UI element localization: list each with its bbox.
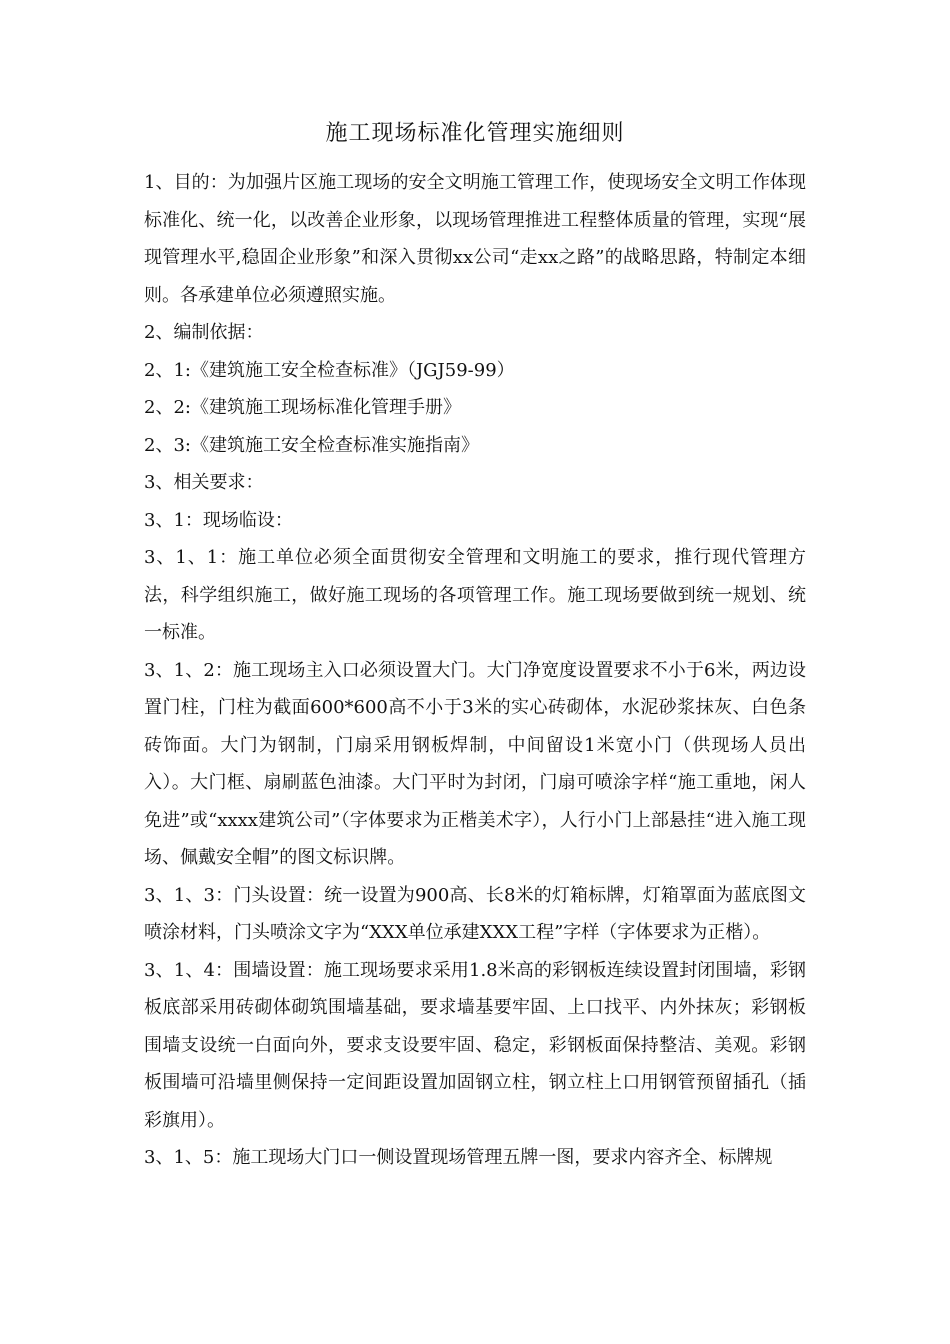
paragraph-3-1-4: 3、1、4：围墙设置：施工现场要求采用1.8米高的彩钢板连续设置封闭围墙，彩钢板底部采用砖砌体砌筑围墙基础，要求墙基要牢固、上口找平、内外抹灰；彩钢板围墙支设统一白面向外，要求支设要牢固、稳定，彩钢板面保持整洁、美观。彩钢板围墙可沿墙里侧保持一定间距设置加固钢立柱，钢立柱上口用钢管预留插孔（插彩旗用）。 — [144, 959, 806, 1131]
paragraph-3-1-3: 3、1、3：门头设置：统一设置为900高、长8米的灯箱标牌，灯箱罩面为蓝底图文喷涂材料，门头喷涂文字为“XXX单位承建XXX工程”字样（字体要求为正楷）。 — [144, 884, 806, 943]
paragraph-purpose: 1、目的：为加强片区施工现场的安全文明施工管理工作，使现场安全文明工作体现标准化、统一化，以改善企业形象，以现场管理推进工程整体质量的管理，实现“展现管理水平,稳固企业形象”和深入贯彻xx公司“走xx之路”的战略思路，特制定本细则。各承建单位必须遵照实施。 — [144, 172, 806, 306]
paragraph-basis-2: 2、2:《建筑施工现场标准化管理手册》 — [144, 397, 461, 418]
document-title: 施工现场标准化管理实施细则 — [325, 121, 625, 146]
paragraph-3-1-5: 3、1、5：施工现场大门口一侧设置现场管理五牌一图，要求内容齐全、标牌规 — [144, 1147, 773, 1168]
paragraph-3-1-1: 3、1、1：施工单位必须全面贯彻安全管理和文明施工的要求，推行现代管理方法，科学组织施工，做好施工现场的各项管理工作。施工现场要做到统一规划、统一标准。 — [144, 547, 806, 643]
paragraph-basis-heading: 2、编制依据： — [144, 322, 264, 343]
document-body — [144, 164, 806, 1177]
paragraph-temporary-facilities-heading: 3、1：现场临设： — [144, 509, 293, 531]
paragraph-basis-3: 2、3:《建筑施工安全检查标准实施指南》 — [144, 434, 479, 456]
paragraph-requirements-heading: 3、相关要求： — [144, 472, 264, 493]
paragraph-basis-1: 2、1:《建筑施工安全检查标准》（JGJ59-99） — [144, 359, 515, 381]
paragraph-3-1-2: 3、1、2：施工现场主入口必须设置大门。大门净宽度设置要求不小于6米，两边设置门柱，门柱为截面600*600高不小于3米的实心砖砌体，水泥砂浆抹灰、白色条砖饰面。大门为钢制，门扇采用钢板焊制，中间留设1米宽小门（供现场人员出入）。大门框、扇刷蓝色油漆。大门平时为封闭，门扇可喷涂字样“施工重地，闲人免进”或“xxxx建筑公司”（字体要求为正楷美术字），人行小门上部悬挂“进入施工现场、佩戴安全帽”的图文标识牌。 — [144, 659, 806, 868]
